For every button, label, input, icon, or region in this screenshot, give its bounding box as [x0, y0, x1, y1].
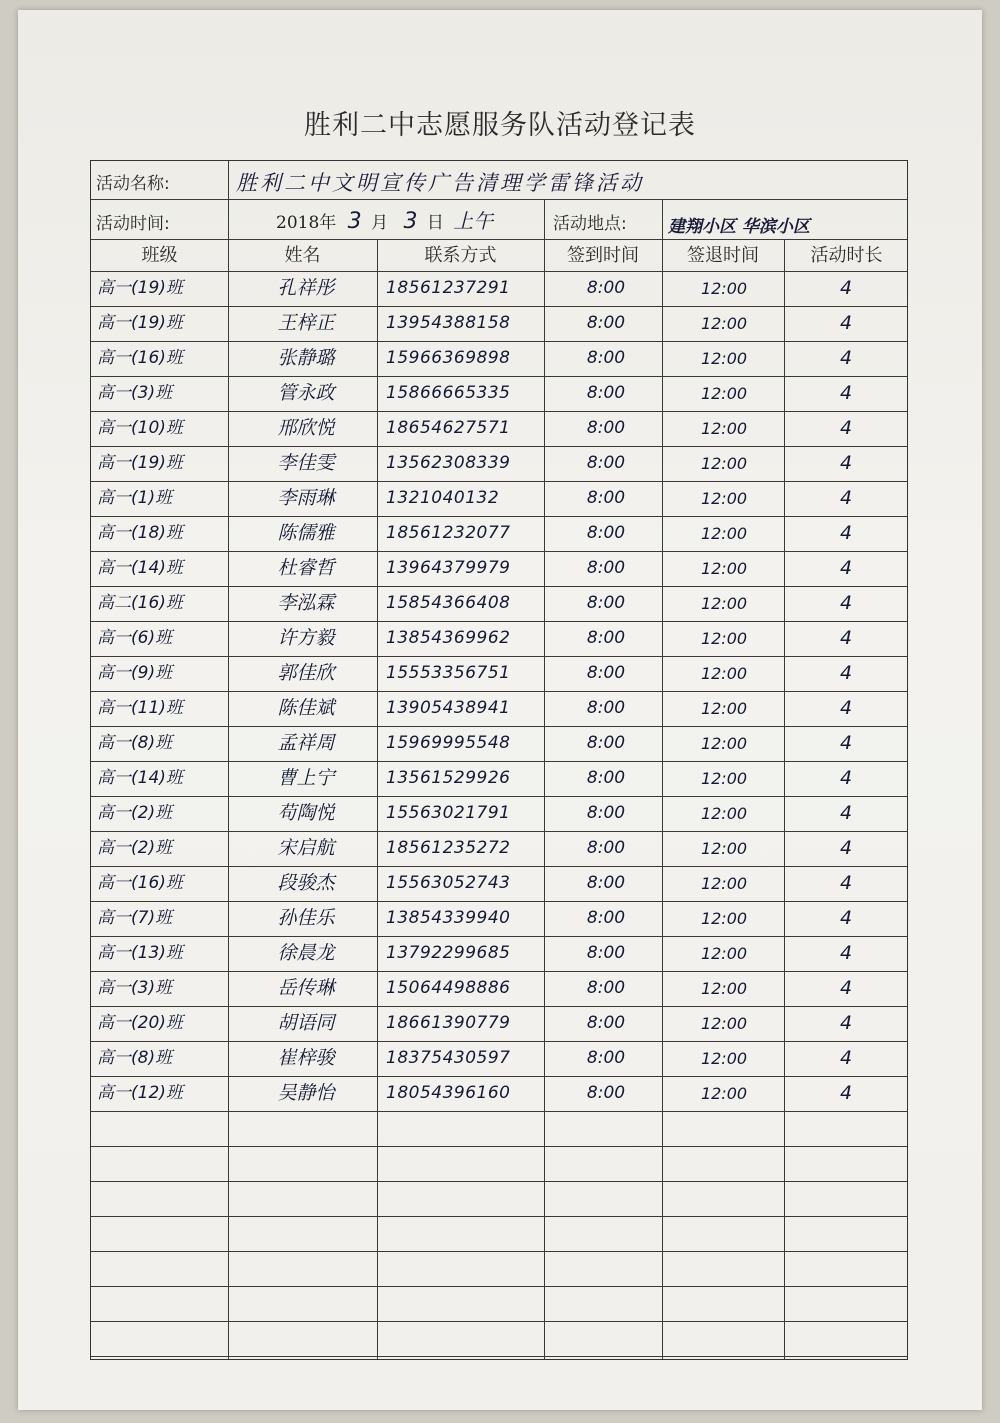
- activity-time-value: [276, 205, 493, 234]
- cell-duration: 4: [839, 452, 853, 474]
- table-row: [91, 831, 907, 866]
- cell-checkout: 12:00: [700, 804, 748, 823]
- activity-time-label: 活动时间:: [96, 214, 170, 234]
- cell-class: 高一(14)班: [97, 768, 183, 788]
- cell-name: 宋启航: [277, 837, 335, 859]
- table-row: [91, 446, 907, 481]
- cell-name: 管永政: [277, 382, 335, 404]
- cell-duration: 4: [839, 837, 853, 859]
- cell-checkout: 12:00: [700, 874, 748, 893]
- table-row: [91, 1076, 907, 1111]
- header-name: 姓名: [284, 245, 321, 266]
- cell-checkin: 8:00: [586, 628, 626, 648]
- cell-class: 高一(14)班: [97, 558, 183, 578]
- table-rule: [91, 1146, 907, 1147]
- cell-duration: 4: [839, 592, 853, 614]
- cell-name: 吴静怡: [277, 1082, 335, 1104]
- cell-checkin: 8:00: [586, 523, 626, 543]
- cell-checkout: 12:00: [700, 734, 748, 753]
- cell-class: 高一(6)班: [97, 628, 173, 648]
- cell-checkin: 8:00: [586, 313, 626, 333]
- cell-class: 高一(19)班: [97, 313, 183, 333]
- table-row: [91, 481, 907, 516]
- cell-checkout: 12:00: [700, 664, 748, 683]
- cell-checkout: 12:00: [700, 629, 748, 648]
- cell-duration: 4: [839, 522, 853, 544]
- cell-checkout: 12:00: [700, 839, 748, 858]
- table-row: [91, 656, 907, 691]
- table-row: [91, 551, 907, 586]
- table-row: [91, 341, 907, 376]
- cell-checkout: 12:00: [700, 699, 748, 718]
- cell-duration: 4: [839, 417, 853, 439]
- cell-checkout: 12:00: [700, 454, 748, 473]
- table-rule: [91, 1216, 907, 1217]
- activity-name-label: 活动名称:: [96, 174, 170, 194]
- table-row: [91, 411, 907, 446]
- cell-duration: 4: [839, 1082, 853, 1104]
- cell-class: 高一(7)班: [97, 908, 173, 928]
- cell-duration: 4: [839, 627, 853, 649]
- cell-duration: 4: [839, 872, 853, 894]
- cell-contact: 18054396160: [386, 1083, 511, 1103]
- cell-contact: 13954388158: [386, 313, 511, 333]
- table-rule: [91, 1286, 907, 1287]
- cell-duration: 4: [839, 312, 853, 334]
- table-row: [91, 866, 907, 901]
- activity-place-value: 建翔小区 华滨小区: [668, 217, 810, 237]
- cell-class: 高一(9)班: [97, 663, 173, 683]
- cell-name: 曹上宁: [277, 767, 335, 789]
- cell-checkin: 8:00: [586, 733, 626, 753]
- cell-class: 高一(19)班: [97, 453, 183, 473]
- cell-name: 孔祥彤: [277, 277, 335, 299]
- cell-duration: 4: [839, 662, 853, 684]
- cell-checkin: 8:00: [586, 978, 626, 998]
- cell-duration: 4: [839, 732, 853, 754]
- cell-checkin: 8:00: [586, 943, 626, 963]
- cell-checkin: 8:00: [586, 1083, 626, 1103]
- table-rule: [91, 1181, 907, 1182]
- cell-name: 王梓正: [277, 312, 335, 334]
- cell-duration: 4: [839, 487, 853, 509]
- cell-class: 高一(3)班: [97, 978, 173, 998]
- cell-contact: 18375430597: [386, 1048, 511, 1068]
- table-row: [91, 516, 907, 551]
- table-row: [91, 691, 907, 726]
- cell-checkout: 12:00: [700, 909, 748, 928]
- table-rule: [91, 1356, 907, 1357]
- day-written: 3: [403, 209, 418, 234]
- cell-contact: 18561232077: [386, 523, 511, 543]
- cell-checkout: 12:00: [700, 349, 748, 368]
- cell-checkout: 12:00: [700, 769, 748, 788]
- cell-checkin: 8:00: [586, 348, 626, 368]
- cell-class: 高一(16)班: [97, 348, 183, 368]
- year-printed: 2018年: [276, 213, 337, 233]
- cell-checkin: 8:00: [586, 1048, 626, 1068]
- cell-name: 李雨琳: [277, 487, 335, 509]
- cell-checkout: 12:00: [700, 524, 748, 543]
- cell-duration: 4: [839, 277, 853, 299]
- cell-duration: 4: [839, 977, 853, 999]
- header-class: 班级: [141, 245, 178, 266]
- cell-duration: 4: [839, 697, 853, 719]
- cell-checkout: 12:00: [700, 594, 748, 613]
- registration-table: [90, 160, 908, 1360]
- cell-class: 高一(20)班: [97, 1013, 183, 1033]
- cell-checkout: 12:00: [700, 279, 748, 298]
- header-contact: 联系方式: [424, 245, 497, 266]
- cell-checkout: 12:00: [700, 419, 748, 438]
- cell-checkin: 8:00: [586, 278, 626, 298]
- cell-contact: 15563021791: [386, 803, 511, 823]
- table-row: [91, 971, 907, 1006]
- header-duration: 活动时长: [810, 245, 883, 266]
- month-printed: 月: [371, 213, 389, 233]
- table-row: [91, 761, 907, 796]
- header-checkout: 签退时间: [687, 245, 759, 266]
- cell-contact: 15866665335: [386, 383, 511, 403]
- cell-class: 高一(13)班: [97, 943, 183, 963]
- table-row: [91, 1006, 907, 1041]
- cell-contact: 18661390779: [386, 1013, 511, 1033]
- activity-name-value: 胜利二中文明宣传广告清理学雷锋活动: [236, 171, 644, 195]
- cell-checkout: 12:00: [700, 559, 748, 578]
- cell-contact: 13561529926: [386, 768, 511, 788]
- cell-checkin: 8:00: [586, 908, 626, 928]
- cell-checkin: 8:00: [586, 558, 626, 578]
- cell-checkin: 8:00: [586, 453, 626, 473]
- cell-name: 段骏杰: [277, 872, 335, 894]
- cell-contact: 13854339940: [386, 908, 511, 928]
- day-printed: 日: [426, 213, 444, 233]
- cell-checkout: 12:00: [700, 1014, 748, 1033]
- table-rule: [91, 1251, 907, 1252]
- table-row: [91, 586, 907, 621]
- cell-duration: 4: [839, 347, 853, 369]
- table-rule: [662, 199, 663, 239]
- cell-duration: 4: [839, 557, 853, 579]
- cell-class: 高一(8)班: [97, 733, 173, 753]
- cell-checkin: 8:00: [586, 488, 626, 508]
- table-row: [91, 901, 907, 936]
- cell-name: 郭佳欣: [277, 662, 335, 684]
- cell-contact: 15854366408: [386, 593, 511, 613]
- cell-duration: 4: [839, 942, 853, 964]
- cell-checkout: 12:00: [700, 1049, 748, 1068]
- cell-contact: 15969995548: [386, 733, 511, 753]
- cell-checkin: 8:00: [586, 838, 626, 858]
- cell-duration: 4: [839, 802, 853, 824]
- cell-class: 高一(8)班: [97, 1048, 173, 1068]
- cell-duration: 4: [839, 767, 853, 789]
- cell-checkout: 12:00: [700, 1084, 748, 1103]
- cell-class: 高一(11)班: [97, 698, 183, 718]
- table-row: [91, 936, 907, 971]
- cell-name: 杜睿哲: [277, 557, 335, 579]
- cell-class: 高一(10)班: [97, 418, 183, 438]
- cell-class: 高一(2)班: [97, 838, 173, 858]
- cell-class: 高一(19)班: [97, 278, 183, 298]
- cell-name: 岳传琳: [277, 977, 335, 999]
- cell-checkin: 8:00: [586, 383, 626, 403]
- cell-class: 高一(2)班: [97, 803, 173, 823]
- table-row: [91, 1041, 907, 1076]
- form-title: 胜利二中志愿服务队活动登记表: [304, 110, 696, 141]
- cell-contact: 13964379979: [386, 558, 511, 578]
- cell-checkin: 8:00: [586, 663, 626, 683]
- cell-name: 陈儒雅: [277, 522, 335, 544]
- cell-checkin: 8:00: [586, 873, 626, 893]
- cell-checkin: 8:00: [586, 698, 626, 718]
- cell-name: 孟祥周: [277, 732, 335, 754]
- cell-name: 陈佳斌: [277, 697, 335, 719]
- cell-checkin: 8:00: [586, 768, 626, 788]
- cell-name: 崔梓骏: [277, 1047, 335, 1069]
- table-row: [91, 621, 907, 656]
- cell-contact: 13854369962: [386, 628, 511, 648]
- table-rule: [91, 1321, 907, 1322]
- cell-duration: 4: [839, 907, 853, 929]
- cell-checkin: 8:00: [586, 803, 626, 823]
- cell-class: 高一(12)班: [97, 1083, 183, 1103]
- cell-class: 高二(16)班: [97, 593, 183, 613]
- cell-checkout: 12:00: [700, 384, 748, 403]
- cell-contact: 13562308339: [386, 453, 511, 473]
- cell-name: 孙佳乐: [277, 907, 335, 929]
- cell-checkout: 12:00: [700, 979, 748, 998]
- cell-name: 胡语同: [277, 1012, 335, 1034]
- cell-duration: 4: [839, 382, 853, 404]
- cell-contact: 15563052743: [386, 873, 511, 893]
- cell-checkin: 8:00: [586, 1013, 626, 1033]
- cell-name: 张静璐: [277, 347, 335, 369]
- cell-contact: 18561237291: [386, 278, 511, 298]
- cell-checkin: 8:00: [586, 593, 626, 613]
- cell-name: 苟陶悦: [277, 802, 335, 824]
- cell-name: 邢欣悦: [277, 417, 335, 439]
- table-row: [91, 306, 907, 341]
- cell-name: 李佳雯: [277, 452, 335, 474]
- cell-contact: 15553356751: [386, 663, 511, 683]
- cell-contact: 15966369898: [386, 348, 511, 368]
- activity-place-label: 活动地点:: [553, 214, 627, 234]
- cell-class: 高一(18)班: [97, 523, 183, 543]
- cell-contact: 1321040132: [386, 488, 500, 508]
- cell-contact: 13905438941: [386, 698, 511, 718]
- cell-name: 许方毅: [277, 627, 335, 649]
- table-rule: [91, 1111, 907, 1112]
- table-row: [91, 271, 907, 306]
- cell-duration: 4: [839, 1047, 853, 1069]
- cell-contact: 18654627571: [386, 418, 511, 438]
- cell-class: 高一(16)班: [97, 873, 183, 893]
- cell-contact: 15064498886: [386, 978, 511, 998]
- table-row: [91, 796, 907, 831]
- table-row: [91, 726, 907, 761]
- cell-duration: 4: [839, 1012, 853, 1034]
- month-written: 3: [347, 209, 362, 234]
- cell-contact: 13792299685: [386, 943, 511, 963]
- cell-class: 高一(1)班: [97, 488, 173, 508]
- cell-name: 李泓霖: [277, 592, 335, 614]
- table-rule: [91, 199, 907, 200]
- cell-checkout: 12:00: [700, 944, 748, 963]
- table-row: [91, 376, 907, 411]
- cell-contact: 18561235272: [386, 838, 511, 858]
- header-checkin: 签到时间: [567, 245, 639, 266]
- cell-class: 高一(3)班: [97, 383, 173, 403]
- cell-checkout: 12:00: [700, 489, 748, 508]
- cell-name: 徐晨龙: [277, 942, 335, 964]
- cell-checkout: 12:00: [700, 314, 748, 333]
- table-rule: [544, 199, 545, 239]
- table-rule: [228, 161, 229, 239]
- period-written: 上午: [453, 209, 494, 233]
- cell-checkin: 8:00: [586, 418, 626, 438]
